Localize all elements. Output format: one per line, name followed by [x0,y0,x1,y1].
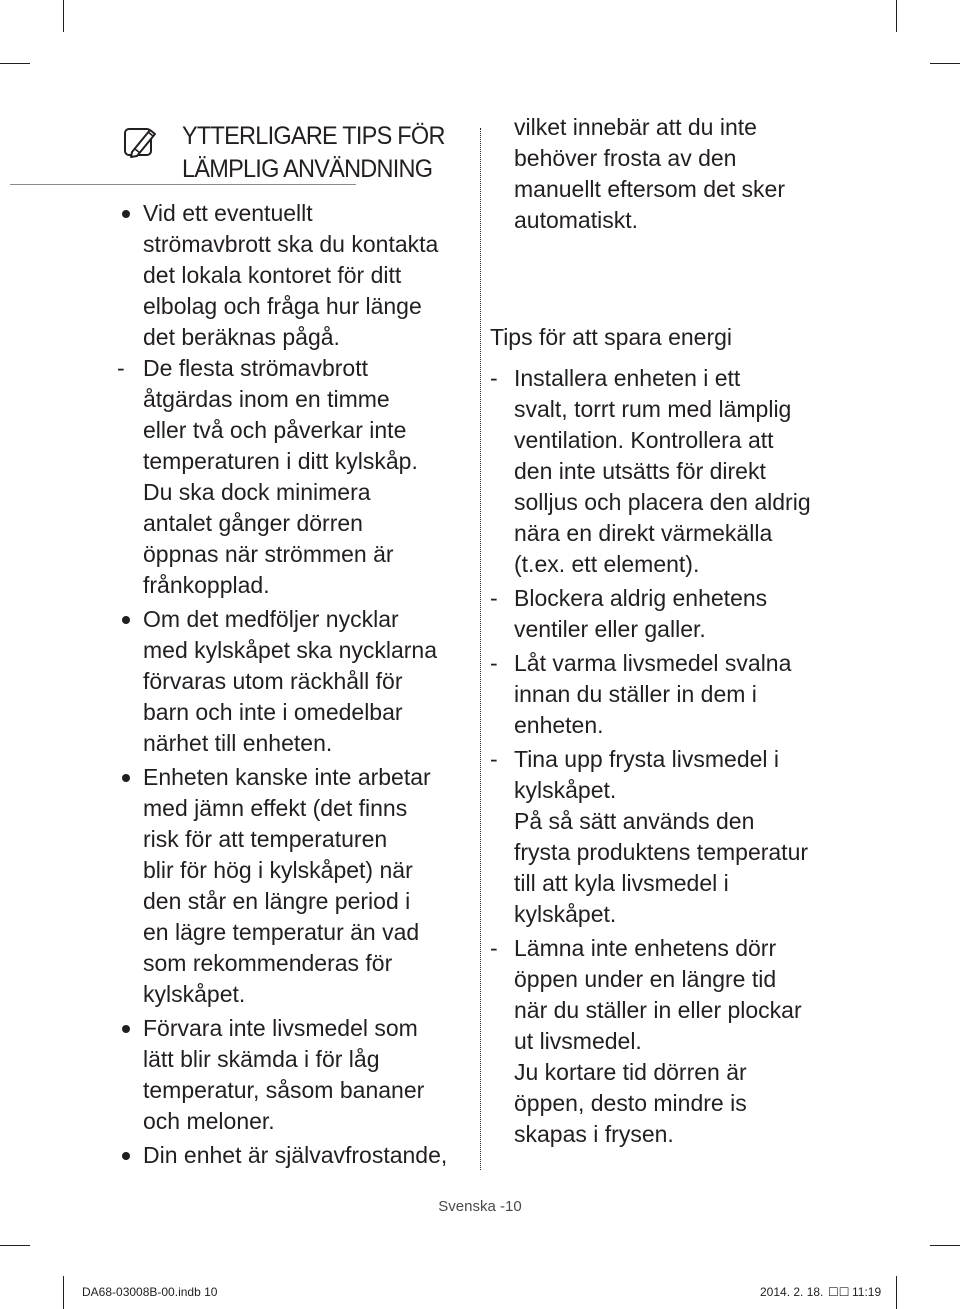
text-line: temperaturen i ditt kylskåp. [143,448,418,474]
note-title-line: YTTERLIGARE TIPS FÖR [182,122,445,150]
text-line: Om det medföljer nycklar [143,606,399,632]
list-item [490,648,860,741]
text-line: som rekommenderas för [143,950,393,976]
text-line: blir för hög i kylskåpet) när [143,857,413,883]
text-line: ventiler eller galler. [514,616,706,642]
slug-time-glyph: ☐☐ [828,1285,850,1299]
dash-marker: - [490,365,498,391]
text-line: när du ställer in eller plockar [514,997,802,1023]
text-line: På så sätt används den [514,808,755,834]
text-line: De flesta strömavbrott [143,355,368,381]
text-line: barn och inte i omedelbar [143,699,403,725]
crop-mark [930,63,960,64]
page-number: Svenska -10 [438,1198,522,1215]
text-line: Installera enheten i ett [514,365,741,391]
text-line: närhet till enheten. [143,730,333,756]
crop-mark [0,63,30,64]
right-column [490,112,860,1150]
list-item [112,1013,472,1137]
text-line: svalt, torrt rum med lämplig [514,396,792,422]
section-title: Tips för att spara energi [490,324,733,350]
text-line: vilket innebär att du inte [514,114,757,140]
dash-marker: - [117,355,125,381]
text-line: Lämna inte enhetens dörr [514,935,777,961]
text-line: skapas i frysen. [514,1121,674,1147]
list-item [112,1140,472,1171]
text-line: Låt varma livsmedel svalna [514,650,792,676]
bullet-icon [122,774,130,782]
text-line: elbolag och fråga hur länge [143,293,422,319]
text-line: Förvara inte livsmedel som [143,1015,418,1041]
crop-mark [930,1245,960,1246]
text-line: lätt blir skämda i för låg [143,1046,380,1072]
crop-mark [896,0,897,32]
text-line: och meloner. [143,1108,275,1134]
list-item [112,353,472,601]
note-heading [112,112,472,186]
text-line: enheten. [514,712,604,738]
text-line: kylskåpet. [514,777,617,803]
text-line: risk för att temperaturen [143,826,388,852]
tips-list [112,198,472,1171]
text-line: innan du ställer in dem i [514,681,757,707]
text-line: kylskåpet. [514,901,617,927]
text-line: med jämn effekt (det finns [143,795,408,821]
note-title-line: LÄMPLIG ANVÄNDNING [182,155,433,183]
text-line: öppen under en längre tid [514,966,777,992]
list-item [490,744,860,930]
text-line: öppen, desto mindre is [514,1090,747,1116]
crop-mark [0,1245,30,1246]
text-line: eller två och påverkar inte [143,417,407,443]
dash-marker: - [490,585,498,611]
crop-mark [63,1276,64,1309]
text-line: med kylskåpet ska nycklarna [143,637,438,663]
text-line: Ju kortare tid dörren är [514,1059,747,1085]
text-line: öppnas när strömmen är [143,541,394,567]
text-line: frånkopplad. [143,572,270,598]
text-line: Tina upp frysta livsmedel i [514,746,780,772]
energy-tips-list [490,363,860,1150]
slug-date: 2014. 2. 18. [760,1285,824,1299]
text-line: det lokala kontoret för ditt [143,262,402,288]
bullet-icon [122,210,130,218]
bullet-icon [122,1025,130,1033]
bullet-icon [122,1152,130,1160]
text-line: till att kyla livsmedel i [514,870,729,896]
text-line: ventilation. Kontrollera att [514,427,774,453]
text-line: nära en direkt värmekälla [514,520,773,546]
crop-mark [63,0,64,32]
list-item [112,604,472,759]
text-line: antalet gånger dörren [143,510,363,536]
text-line: strömavbrott ska du kontakta [143,231,439,257]
text-line: manuellt eftersom det sker [514,176,786,202]
left-column [112,112,472,1171]
text-line: Blockera aldrig enhetens [514,585,768,611]
text-line: den inte utsätts för direkt [514,458,766,484]
text-line: Enheten kanske inte arbetar [143,764,431,790]
text-line: behöver frosta av den [514,145,737,171]
bullet-icon [122,616,130,624]
text-line: Din enhet är självavfrostande, [143,1142,448,1168]
list-item [490,583,860,645]
text-line: automatiskt. [514,207,638,233]
dash-marker: - [490,746,498,772]
note-title [182,120,445,186]
heading-rule [10,184,356,185]
dash-marker: - [490,935,498,961]
pencil-note-icon [120,122,160,162]
text-line: åtgärdas inom en timme [143,386,390,412]
text-line: ut livsmedel. [514,1028,642,1054]
text-line: Vid ett eventuellt [143,200,313,226]
slug-time: 11:19 [852,1285,882,1299]
continuation-text [490,112,860,236]
text-line: det beräknas pågå. [143,324,340,350]
slug-file: DA68-03008B-00.indb 10 [82,1285,218,1299]
text-line: förvaras utom räckhåll för [143,668,403,694]
list-item [112,198,472,353]
column-divider [480,128,481,1170]
list-item [490,933,860,1150]
text-line: kylskåpet. [143,981,246,1007]
text-line: temperatur, såsom bananer [143,1077,425,1103]
list-item [112,762,472,1010]
text-line: (t.ex. ett element). [514,551,700,577]
text-line: frysta produktens temperatur [514,839,809,865]
crop-mark [896,1276,897,1309]
text-line: en lägre temperatur än vad [143,919,420,945]
text-line: solljus och placera den aldrig [514,489,811,515]
dash-marker: - [490,650,498,676]
text-line: den står en längre period i [143,888,411,914]
list-item [490,363,860,580]
text-line: Du ska dock minimera [143,479,371,505]
